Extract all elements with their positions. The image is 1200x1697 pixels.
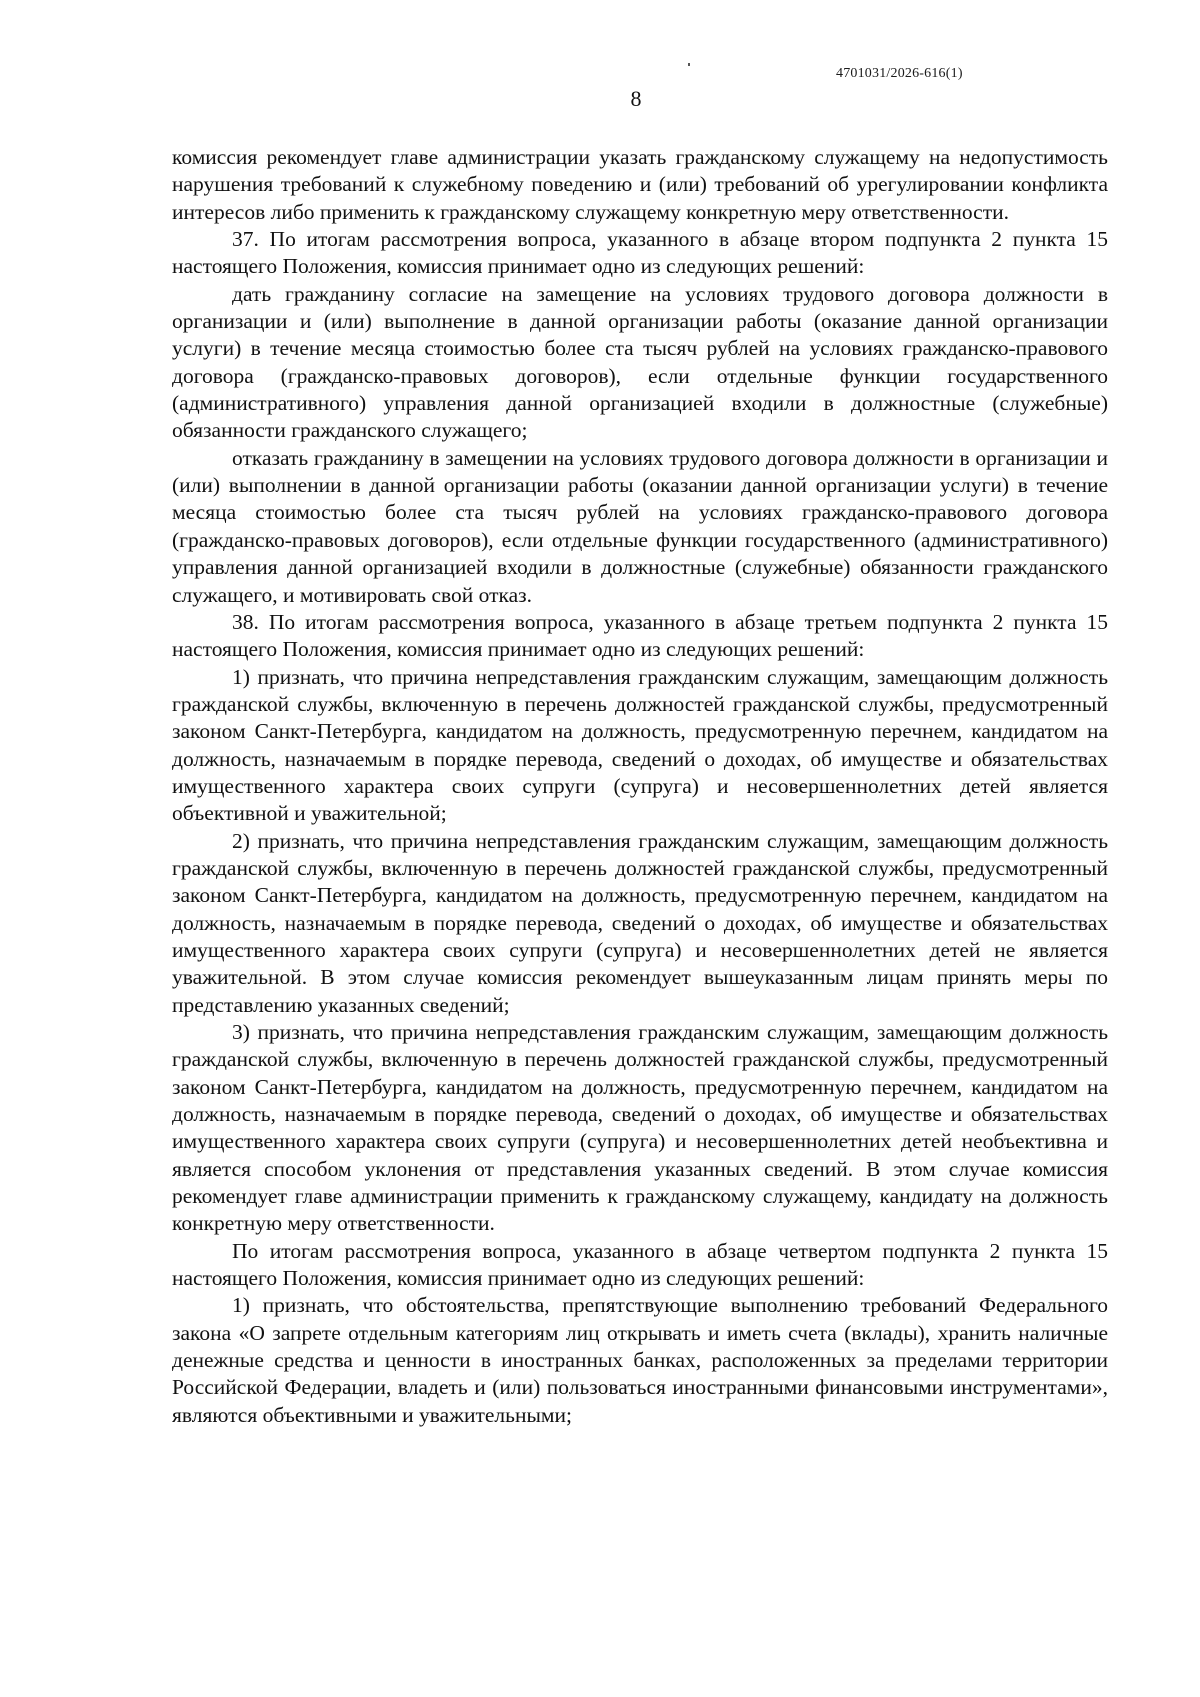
paragraph-fourth-question: По итогам рассмотрения вопроса, указанного в абзаце четвертом подпункта 2 пункта 15 настоящего Положения, комиссия принимает одно из следующих решений: [172, 1238, 1108, 1291]
paragraph-consent: дать гражданину согласие на замещение на условиях трудового договора должности в организации и (или) выполнение в данной организации работы (оказание данной организации услуги) в течение месяца стоимостью более ста тысяч рублей на условиях гражданско-правового договора (гражданско-правовых договоров), если отдельные функции государственного (административного) управления данной организацией входили в должностные (служебные) обязанности гражданского служащего; [172, 281, 1108, 443]
page-number: 8 [630, 86, 642, 111]
paragraph-subitem-3: 3) признать, что причина непредставления гражданским служащим, замещающим должность гражданской службы, включенную в перечень должностей гражданской службы, предусмотренный законом Санкт-Петербурга, кандидатом на должность, предусмотренную перечнем, кандидатом на должность, назначаемым в порядке перевода, сведений о доходах, об имуществе и обязательствах имущественного характера своих супруги (супруга) и несовершеннолетних детей необъективна и является способом уклонения от представления указанных сведений. В этом случае комиссия рекомендует главе администрации применить к гражданскому служащему, кандидату на должность конкретную меру ответственности. [172, 1020, 1108, 1236]
scan-speck [688, 63, 690, 66]
paragraph-fourth-subitem-1: 1) признать, что обстоятельства, препятствующие выполнению требований Федерального закона «О запрете отдельным категориям лиц открывать и иметь счета (вклады), хранить наличные денежные средства и ценности в иностранных банках, расположенных за пределами территории Российской Федерации, владеть и (или) пользоваться иностранными финансовыми инструментами», являются объективными и уважительными; [172, 1293, 1108, 1427]
paragraph-subitem-2: 2) признать, что причина непредставления гражданским служащим, замещающим должность гражданской службы, включенную в перечень должностей гражданской службы, предусмотренный законом Санкт-Петербурга, кандидатом на должность, предусмотренную перечнем, кандидатом на должность, назначаемым в порядке перевода, сведений о доходах, об имуществе и обязательствах имущественного характера своих супруги (супруга) и несовершеннолетних детей не является уважительной. В этом случае комиссия рекомендует вышеуказанным лицам принять меры по представлению указанных сведений; [172, 828, 1108, 1017]
paragraph-continuation: комиссия рекомендует главе администрации указать гражданскому служащему на недопустимость нарушения требований к служебному поведению и (или) требований об урегулировании конфликта интересов либо применить к гражданскому служащему конкретную меру ответственности. [172, 145, 1108, 224]
paragraph-item-38: 38. По итогам рассмотрения вопроса, указанного в абзаце третьем подпункта 2 пункта 15 настоящего Положения, комиссия принимает одно из следующих решений: [172, 609, 1108, 662]
paragraph-refusal: отказать гражданину в замещении на условиях трудового договора должности в организации и (или) выполнении в данной организации работы (оказании данной организации услуги) в течение месяца стоимостью более ста тысяч рублей на условиях гражданско-правового договора (гражданско-правовых договоров), если отдельные функции государственного (административного) управления данной организацией входили в должностные (служебные) обязанности гражданского служащего, и мотивировать свой отказ. [172, 445, 1108, 607]
document-registration-number: 4701031/2026-616(1) [836, 66, 963, 81]
document-body [172, 144, 1108, 1429]
paragraph-subitem-1: 1) признать, что причина непредставления гражданским служащим, замещающим должность гражданской службы, включенную в перечень должностей гражданской службы, предусмотренный законом Санкт-Петербурга, кандидатом на должность, предусмотренную перечнем, кандидатом на должность, назначаемым в порядке перевода, сведений о доходах, об имуществе и обязательствах имущественного характера своих супруги (супруга) и несовершеннолетних детей является объективной и уважительной; [172, 664, 1108, 826]
paragraph-item-37: 37. По итогам рассмотрения вопроса, указанного в абзаце втором подпункта 2 пункта 15 настоящего Положения, комиссия принимает одно из следующих решений: [172, 227, 1108, 279]
